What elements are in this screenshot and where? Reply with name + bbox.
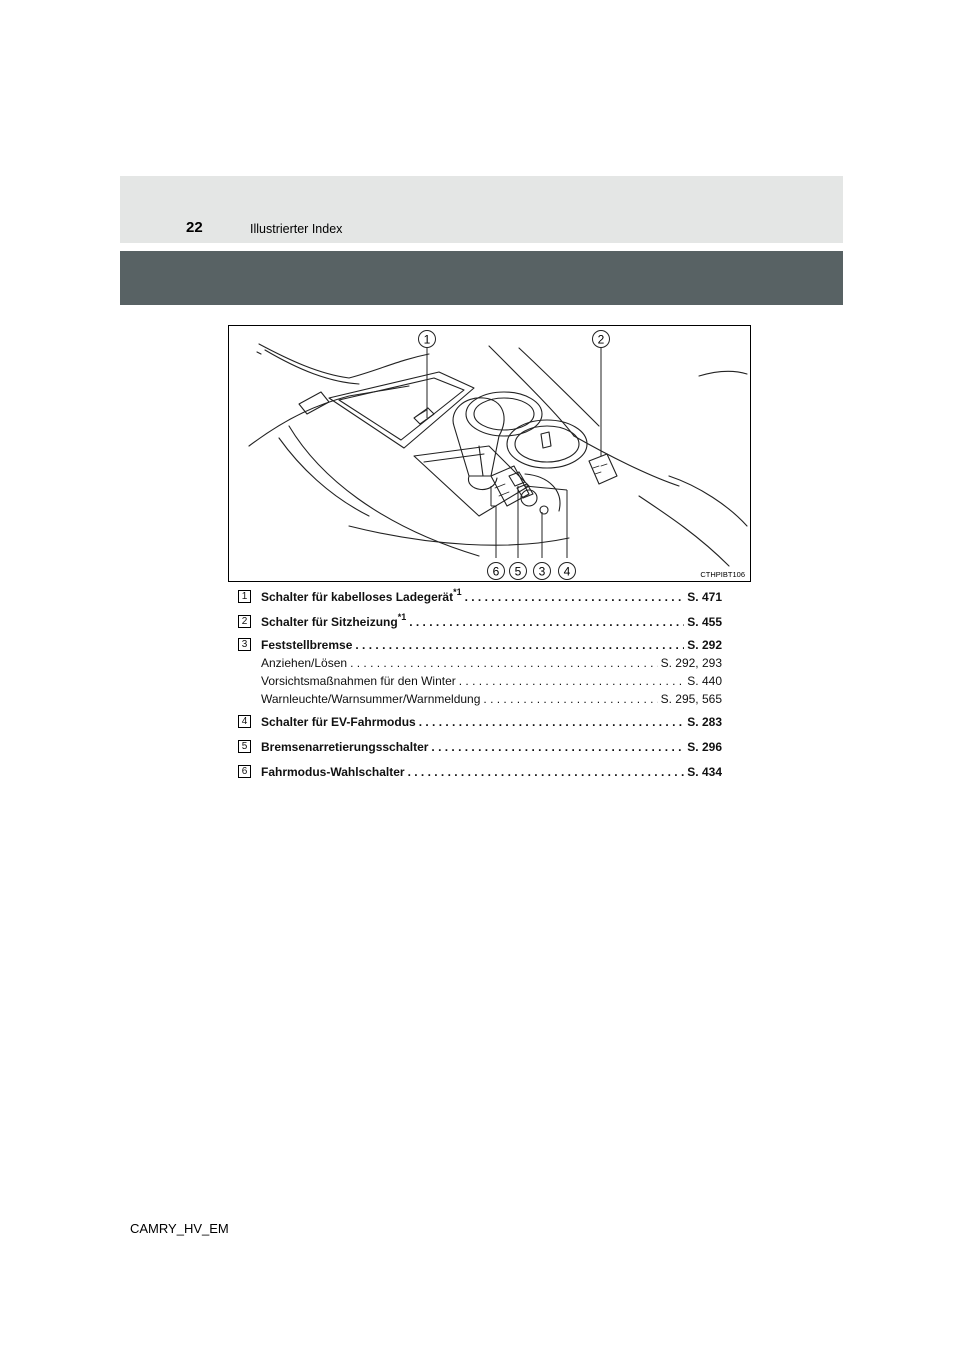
entry-label: Anziehen/Lösen — [261, 656, 348, 670]
entry-number: 5 — [238, 740, 251, 753]
entry-label: Schalter für Sitzheizung$^{*1}$ — [261, 612, 407, 629]
entry-number: 2 — [238, 615, 251, 628]
callout-1: 1 — [423, 332, 431, 347]
page-ref: S. 292 — [687, 638, 722, 652]
entry-row — [261, 612, 722, 631]
entry-subrow — [261, 674, 722, 690]
header-band — [120, 176, 843, 243]
page-ref: S. 434 — [687, 765, 722, 779]
callout-4: 4 — [563, 564, 571, 579]
leader-dots — [409, 615, 684, 629]
page-number: 22 — [186, 219, 203, 236]
entry-label: Warnleuchte/Warnsummer/Warnmeldung — [261, 692, 481, 706]
entry-label: Feststellbremse — [261, 638, 353, 652]
entry-label: Schalter für kabelloses Ladegerät$^{*1}$ — [261, 587, 462, 604]
entry-row — [261, 740, 722, 756]
page-ref: S. 471 — [687, 590, 722, 604]
entry-label: Schalter für EV-Fahrmodus — [261, 715, 416, 729]
entry-label: Bremsenarretierungsschalter — [261, 740, 429, 754]
leader-dots — [350, 656, 658, 670]
leader-dots — [465, 590, 685, 604]
entry-row — [261, 638, 722, 654]
callout-5: 5 — [514, 564, 522, 579]
entry-number: 1 — [238, 590, 251, 603]
leader-dots — [483, 692, 657, 706]
section-title: Illustrierter Index — [250, 222, 343, 236]
leader-dots — [431, 740, 684, 754]
page-ref: S. 455 — [687, 615, 722, 629]
page-ref: S. 440 — [687, 674, 722, 688]
footnote-marker: *1 — [397, 612, 407, 622]
console-illustration — [228, 325, 751, 582]
model-code: CAMRY_HV_EM — [130, 1221, 229, 1236]
section-banner — [120, 251, 843, 305]
entry-row — [261, 587, 722, 606]
entry-row — [261, 715, 722, 731]
figure-code: CTHPIBT106 — [700, 570, 745, 579]
entry-number: 4 — [238, 715, 251, 728]
callout-2: 2 — [597, 332, 605, 347]
entry-label: Vorsichtsmaßnahmen für den Winter — [261, 674, 456, 688]
callout-6: 6 — [492, 564, 500, 579]
console-drawing — [229, 326, 750, 581]
page-ref: S. 283 — [687, 715, 722, 729]
entry-label: Fahrmodus-Wahlschalter — [261, 765, 405, 779]
entry-subrow — [261, 656, 722, 672]
footnote-marker: *1 — [453, 587, 462, 597]
page-ref: S. 295, 565 — [660, 692, 722, 706]
entry-row — [261, 765, 722, 781]
leader-dots — [408, 765, 685, 779]
entry-subrow — [261, 692, 722, 708]
leader-dots — [355, 638, 684, 652]
entry-number: 6 — [238, 765, 251, 778]
page-ref: S. 296 — [687, 740, 722, 754]
leader-dots — [419, 715, 685, 729]
entry-number: 3 — [238, 638, 251, 651]
page-ref: S. 292, 293 — [660, 656, 722, 670]
callout-3: 3 — [538, 564, 546, 579]
leader-dots — [459, 674, 685, 688]
